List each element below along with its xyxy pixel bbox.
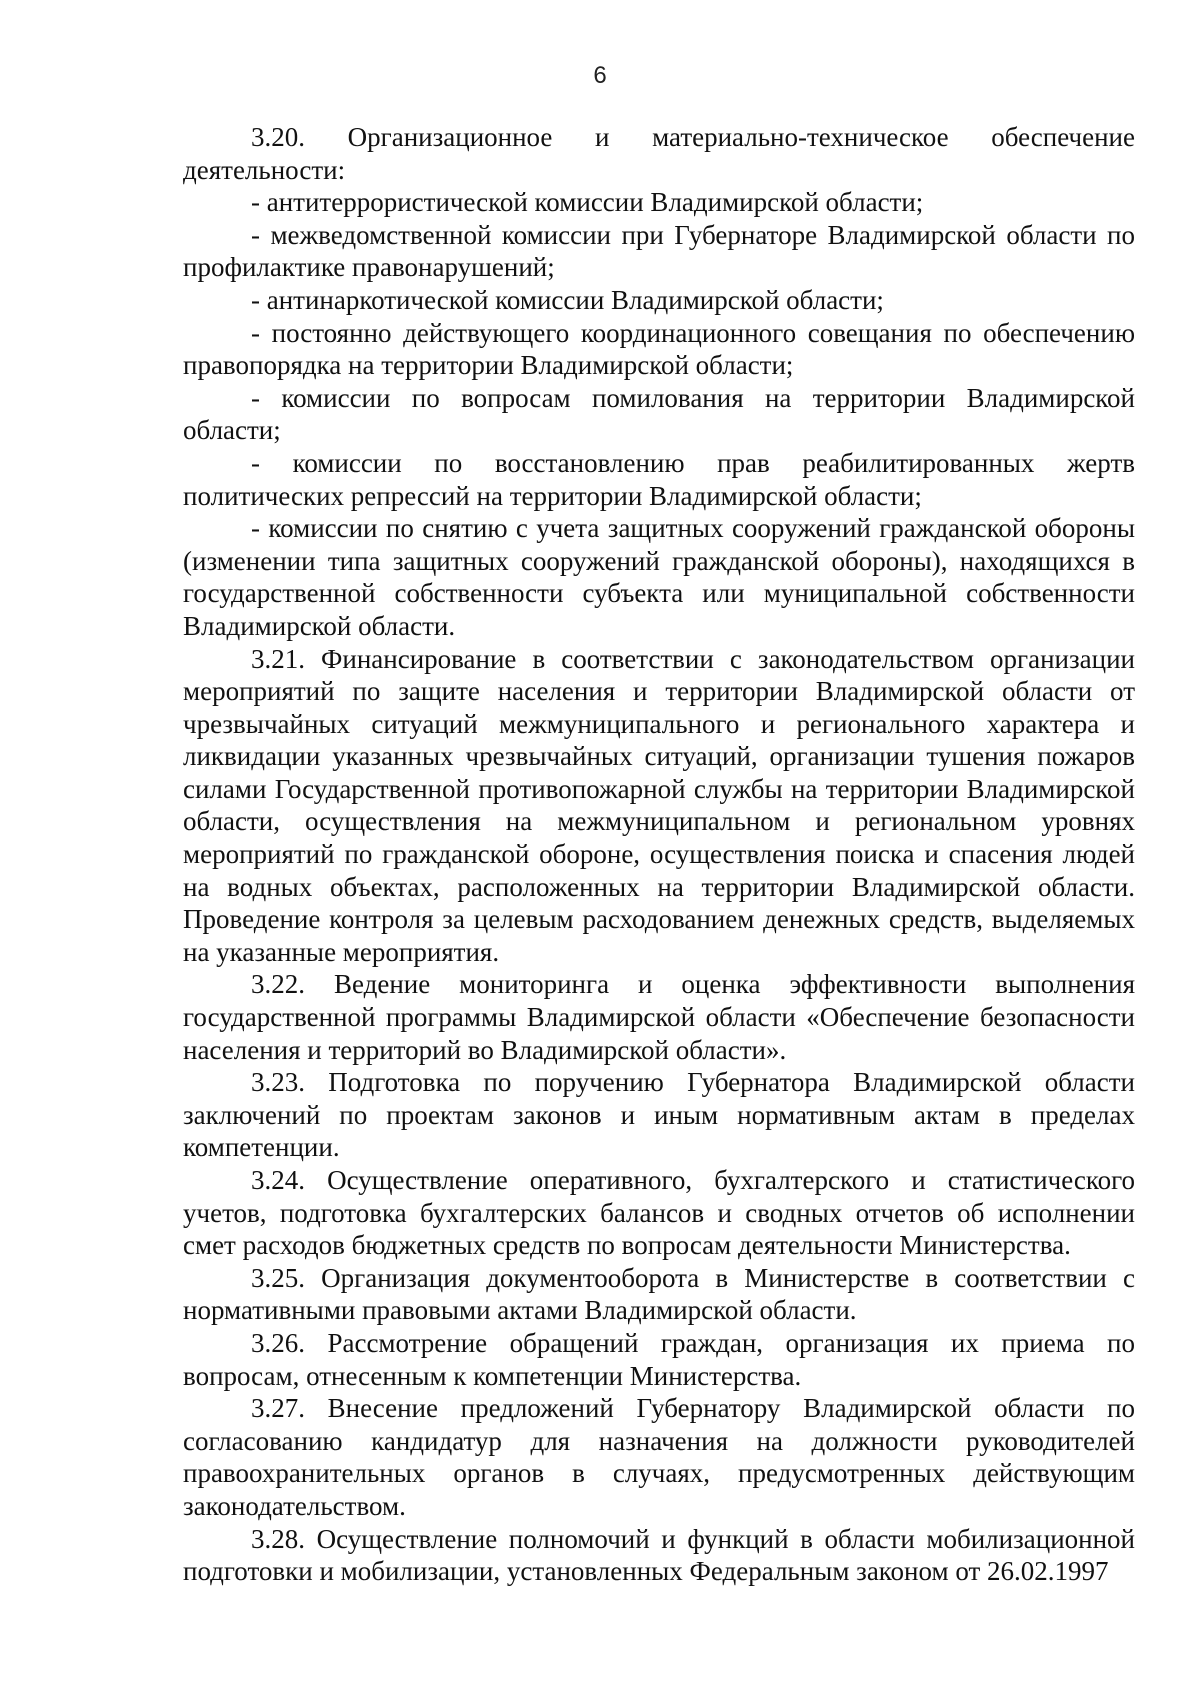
paragraph-3-26: 3.26. Рассмотрение обращений граждан, организация их приема по вопросам, отнесенным к компетенции Министерства. [183,1327,1135,1391]
list-item-coordination-meeting: - постоянно действующего координационного совещания по обеспечению правопорядка на территории Владимирской области; [183,317,1135,381]
list-item-interagency-commission: - межведомственной комиссии при Губернаторе Владимирской области по профилактике правонарушений; [183,219,1135,283]
paragraph-3-21: 3.21. Финансирование в соответствии с законодательством организации мероприятий по защите населения и территории Владимирской области от чрезвычайных ситуаций межмуниципального и регионального характера и ликвидации указанных чрезвычайных ситуаций, организации тушения пожаров силами Государственной противопожарной службы на территории Владимирской области, осуществления на межмуниципальном и региональном уровнях мероприятий по гражданской обороне, осуществления поиска и спасения людей на водных объектах, расположенных на территории Владимирской области. Проведение контроля за целевым расходованием денежных средств, выделяемых на указанные мероприятия. [183,643,1135,967]
list-item-civil-defense-commission: - комиссии по снятию с учета защитных сооружений гражданской обороны (изменении типа защитных сооружений гражданской обороны), находящихся в государственной собственности субъекта или муниципальной собственности Владимирской области. [183,513,1135,641]
paragraph-3-20: 3.20. Организационное и материально-техническое обеспечение деятельности: [183,122,1135,185]
paragraph-3-24: 3.24. Осуществление оперативного, бухгалтерского и статистического учетов, подготовка бухгалтерских балансов и сводных отчетов об исполнении смет расходов бюджетных средств по вопросам деятельности Министерства. [183,1165,1135,1261]
paragraph-3-28: 3.28. Осуществление полномочий и функций в области мобилизационной подготовки и мобилизации, установленных Федеральным законом от 26.02.1997 [183,1523,1135,1587]
list-item-rehabilitation-commission: - комиссии по восстановлению прав реабилитированных жертв политических репрессий на территории Владимирской области; [183,447,1135,511]
page-number: 6 [593,62,607,89]
document-body [183,121,1135,1588]
paragraph-3-27: 3.27. Внесение предложений Губернатору Владимирской области по согласованию кандидатур для назначения на должности руководителей правоохранительных органов в случаях, предусмотренных действующим законодательством. [183,1393,1135,1521]
paragraph-3-23: 3.23. Подготовка по поручению Губернатора Владимирской области заключений по проектам законов и иным нормативным актам в пределах компетенции. [183,1067,1135,1163]
list-item-pardon-commission: - комиссии по вопросам помилования на территории Владимирской области; [183,382,1135,446]
paragraph-3-22: 3.22. Ведение мониторинга и оценка эффективности выполнения государственной программы Владимирской области «Обеспечение безопасности населения и территорий во Владимирской области». [183,969,1135,1065]
list-item-antiterror-commission: - антитеррористической комиссии Владимирской области; [251,187,924,218]
list-item-antidrug-commission: - антинаркотической комиссии Владимирской области; [251,284,884,315]
paragraph-3-25: 3.25. Организация документооборота в Министерстве в соответствии с нормативными правовыми актами Владимирской области. [183,1262,1135,1326]
